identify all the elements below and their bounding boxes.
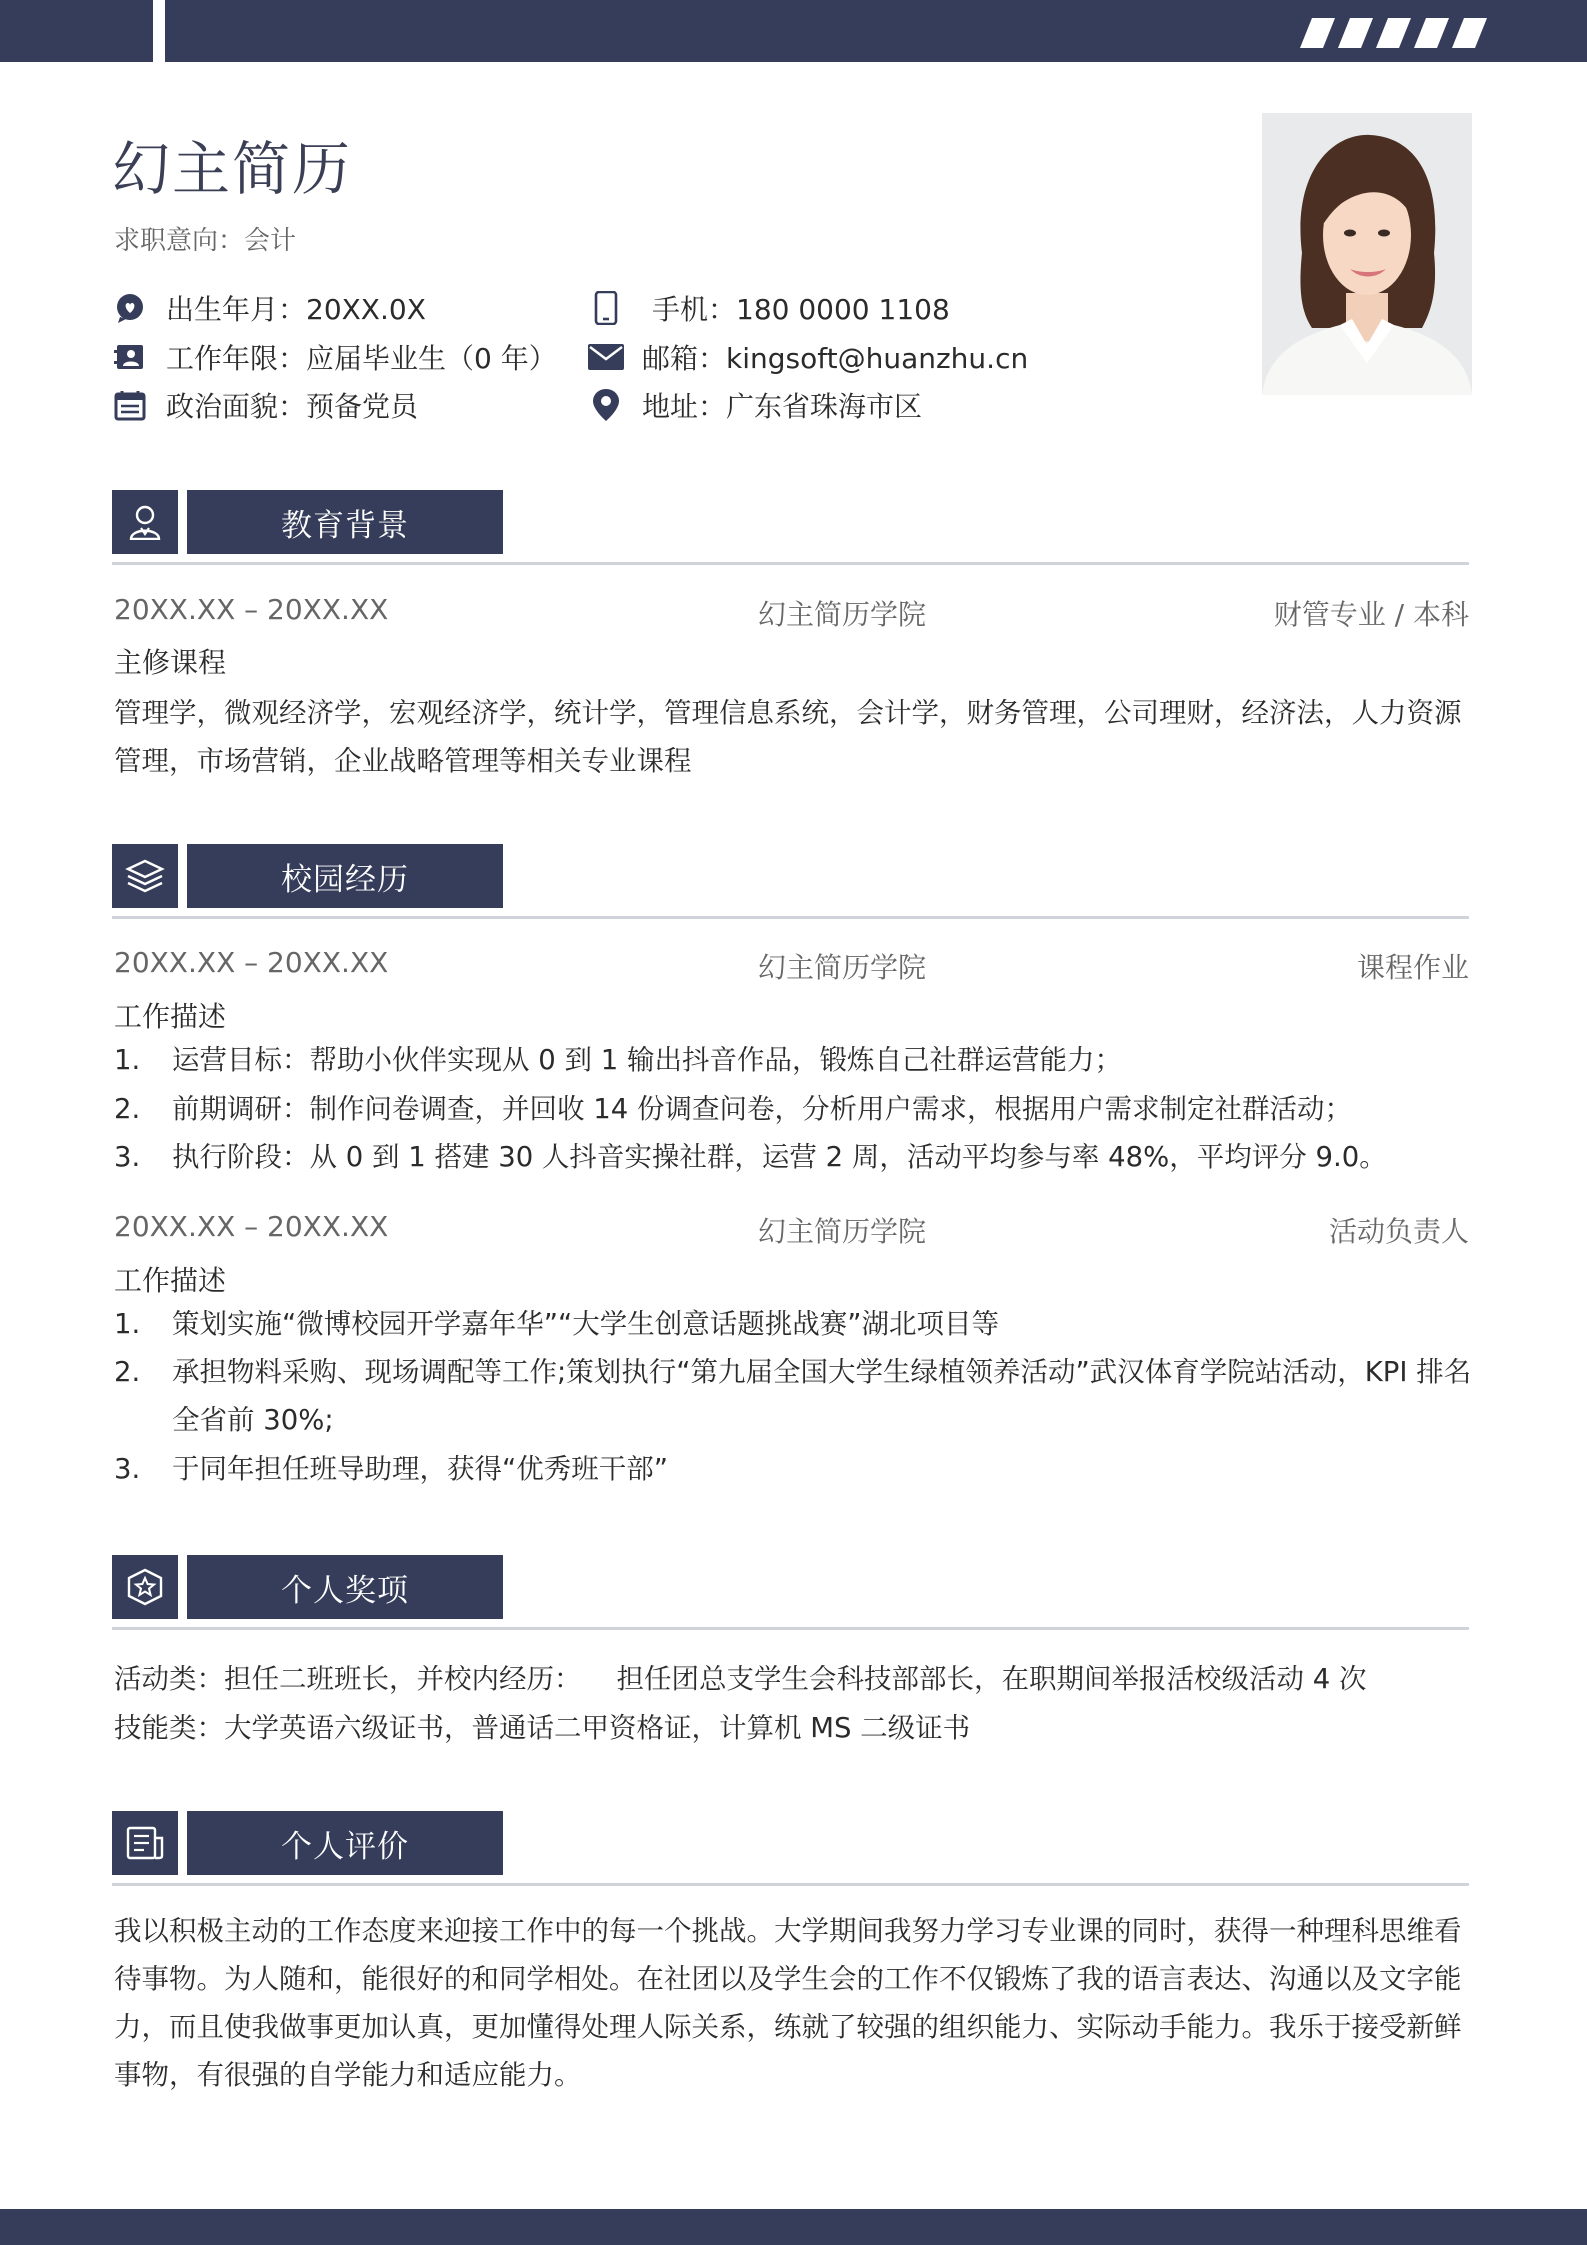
list-item-text: 运营目标：帮助小伙伴实现从 0 到 1 输出抖音作品，锻炼自己社群运营能力； (172, 1044, 1122, 1076)
campus-entry-1-subtitle: 工作描述 (114, 1000, 227, 1033)
section-title-awards: 个人奖项 (187, 1555, 503, 1619)
document-icon (112, 1811, 178, 1875)
info-birth (112, 288, 426, 328)
education-subtitle: 主修课程 (114, 646, 227, 679)
info-email (588, 337, 1028, 377)
education-period: 20XX.XX – 20XX.XX (114, 593, 389, 626)
list-item-number: 3. (114, 1453, 141, 1485)
layers-icon (112, 844, 178, 908)
list-item-text: 承担物料采购、现场调配等工作;策划执行“第九届全国大学生绿植领养活动”武汉体育学院站活动，KPI 排名全省前 30%; (172, 1356, 1472, 1436)
awards-line-skills: 技能类：大学英语六级证书，普通话二甲资格证，计算机 MS 二级证书 (114, 1712, 971, 1744)
section-awards-header (112, 1555, 1469, 1623)
list-item-number: 1. (114, 1044, 141, 1076)
section-title-education: 教育背景 (187, 490, 503, 554)
section-campus-header (112, 844, 1469, 912)
phone-text: 手机：180 0000 1108 (652, 293, 950, 326)
section-title-campus: 校园经历 (187, 844, 503, 908)
top-banner-left-block (0, 0, 153, 62)
list-item-text: 前期调研：制作问卷调查，并回收 14 份调查问卷，分析用户需求，根据用户需求制定社群活动； (172, 1093, 1352, 1125)
section-evaluation-header (112, 1811, 1469, 1879)
mail-icon (588, 339, 624, 375)
section-education-header (112, 490, 1469, 558)
section-divider (112, 916, 1469, 919)
list-item-text: 于同年担任班导助理，获得“优秀班干部” (172, 1453, 668, 1485)
profile-photo (1262, 113, 1472, 395)
section-title-evaluation: 个人评价 (187, 1811, 503, 1875)
campus-entry-2-period: 20XX.XX – 20XX.XX (114, 1210, 389, 1243)
star-badge-icon (112, 1555, 178, 1619)
birth-text: 出生年月：20XX.0X (166, 293, 426, 326)
list-item-text: 策划实施“微博校园开学嘉年华”“大学生创意话题挑战赛”湖北项目等 (172, 1308, 999, 1340)
campus-entry-1-period: 20XX.XX – 20XX.XX (114, 946, 389, 979)
resume-name: 幻主简历 (112, 135, 353, 203)
evaluation-paragraph: 我以积极主动的工作态度来迎接工作中的每一个挑战。大学期间我努力学习专业课的同时，获得一种理科思维看待事物。为人随和，能很好的和同学相处。在社团以及学生会的工作不仅锻炼了我的语言表达、沟通以及文字能力，而且使我做事更加认真，更加懂得处理人际关系，练就了较强的组织能力、实际动手能力。我乐于接受新鲜事物，有很强的自学能力和适应能力。 (114, 1915, 1462, 2091)
graduate-icon (112, 490, 178, 554)
phone-icon (588, 290, 624, 326)
education-courses-line-2: 管理，市场营销，企业战略管理等相关专业课程 (114, 745, 692, 777)
list-item-number: 2. (114, 1356, 141, 1388)
section-divider (112, 1883, 1469, 1886)
location-pin-icon (588, 387, 624, 423)
top-banner (0, 0, 1587, 62)
awards-line-activity: 活动类：担任二班班长，并校内经历： 担任团总支学生会科技部部长，在职期间举报活校级活动 4 次 (114, 1663, 1367, 1695)
email-text: 邮箱：kingsoft@huanzhu.cn (642, 342, 1029, 375)
list-item-number: 2. (114, 1093, 141, 1125)
stripes-decoration (1300, 18, 1490, 48)
info-politics (112, 385, 418, 425)
campus-entry-2-role: 活动负责人 (1328, 1215, 1469, 1248)
campus-entry-2-subtitle: 工作描述 (114, 1264, 227, 1297)
address-text: 地址：广东省珠海市区 (642, 390, 923, 423)
politics-text: 政治面貌：预备党员 (166, 390, 419, 423)
campus-entry-1-school: 幻主简历学院 (758, 951, 927, 984)
calendar-icon (112, 387, 148, 423)
campus-entry-2-school: 幻主简历学院 (758, 1215, 927, 1248)
contact-card-icon (112, 339, 148, 375)
info-phone (588, 288, 950, 328)
list-item-number: 3. (114, 1141, 141, 1173)
campus-entry-1-role: 课程作业 (1356, 951, 1469, 984)
list-item-number: 1. (114, 1308, 141, 1340)
chat-bubble-icon (112, 290, 148, 326)
education-courses-line-1: 管理学，微观经济学，宏观经济学，统计学，管理信息系统，会计学，财务管理，公司理财，经济法，人力资源 (114, 697, 1462, 729)
list-item-text: 执行阶段：从 0 到 1 搭建 30 人抖音实操社群，运营 2 周，活动平均参与率 48%，平均评分 9.0。 (172, 1141, 1387, 1173)
work-years-text: 工作年限：应届毕业生（0 年） (166, 342, 557, 375)
info-address (588, 385, 922, 425)
info-work-years (112, 337, 557, 377)
section-divider (112, 1627, 1469, 1630)
section-divider (112, 562, 1469, 565)
education-school: 幻主简历学院 (758, 598, 927, 631)
job-intention: 求职意向：会计 (114, 226, 297, 256)
bottom-banner (0, 2209, 1587, 2245)
education-major: 财管专业 / 本科 (1273, 598, 1469, 631)
